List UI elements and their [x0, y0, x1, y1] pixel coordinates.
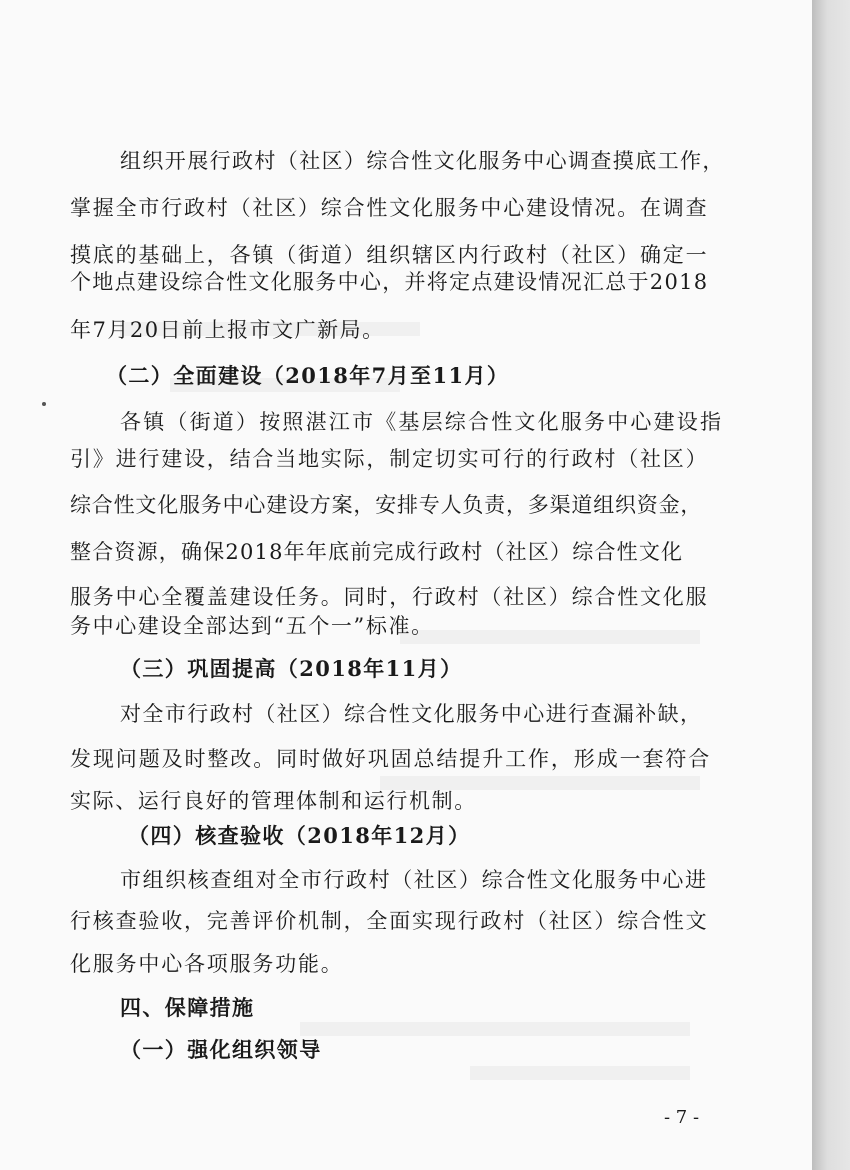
- body-line-9: 整合资源，确保2018年年底前完成行政村（社区）综合性文化: [70, 540, 684, 564]
- page-number: - 7 -: [664, 1107, 700, 1128]
- body-line-16: 行核查验收，完善评价机制，全面实现行政村（社区）综合性文: [70, 909, 709, 933]
- body-line-3: 摸底的基础上，各镇（街道）组织辖区内行政村（社区）确定一: [70, 243, 709, 267]
- subsection-heading-1: （一）强化组织领导: [120, 1037, 322, 1062]
- section-heading-2: （二）全面建设（2018年7月至11月）: [106, 363, 510, 388]
- body-line-8: 综合性文化服务中心建设方案，安排专人负责，多渠道组织资金，: [70, 493, 703, 517]
- bleed-through-mark: [300, 1022, 690, 1036]
- body-line-14: 实际、运行良好的管理体制和运行机制。: [70, 789, 477, 813]
- body-line-12: 对全市行政村（社区）综合性文化服务中心进行查漏补缺，: [120, 702, 703, 726]
- section-heading-iv: 四、保障措施: [120, 995, 255, 1020]
- body-line-13: 发现问题及时整改。同时做好巩固总结提升工作，形成一套符合: [70, 747, 712, 771]
- body-line-5: 年7月20日前上报市文广新局。: [70, 318, 385, 342]
- bleed-through-mark: [470, 1066, 690, 1080]
- body-line-7: 引》进行建设，结合当地实际，制定切实可行的行政村（社区）: [70, 447, 709, 471]
- bleed-through-mark: [400, 630, 700, 644]
- scanner-edge: [812, 0, 850, 1170]
- section-heading-3: （三）巩固提高（2018年11月）: [120, 656, 463, 681]
- body-line-2: 掌握全市行政村（社区）综合性文化服务中心建设情况。在调查: [70, 196, 709, 220]
- body-line-17: 化服务中心各项服务功能。: [70, 952, 344, 976]
- body-line-4: 个地点建设综合性文化服务中心，并将定点建设情况汇总于2018: [70, 270, 709, 294]
- section-heading-4: （四）核查验收（2018年12月）: [128, 823, 471, 848]
- body-line-15: 市组织核查组对全市行政村（社区）综合性文化服务中心进: [120, 868, 708, 892]
- body-line-6: 各镇（街道）按照湛江市《基层综合性文化服务中心建设指: [120, 410, 724, 434]
- body-line-10: 服务中心全覆盖建设任务。同时，行政村（社区）综合性文化服: [70, 585, 709, 609]
- body-line-1: 组织开展行政村（社区）综合性文化服务中心调查摸底工作，: [120, 149, 725, 173]
- body-line-11: 务中心建设全部达到“五个一”标准。: [70, 614, 434, 638]
- scan-speck: [42, 402, 46, 406]
